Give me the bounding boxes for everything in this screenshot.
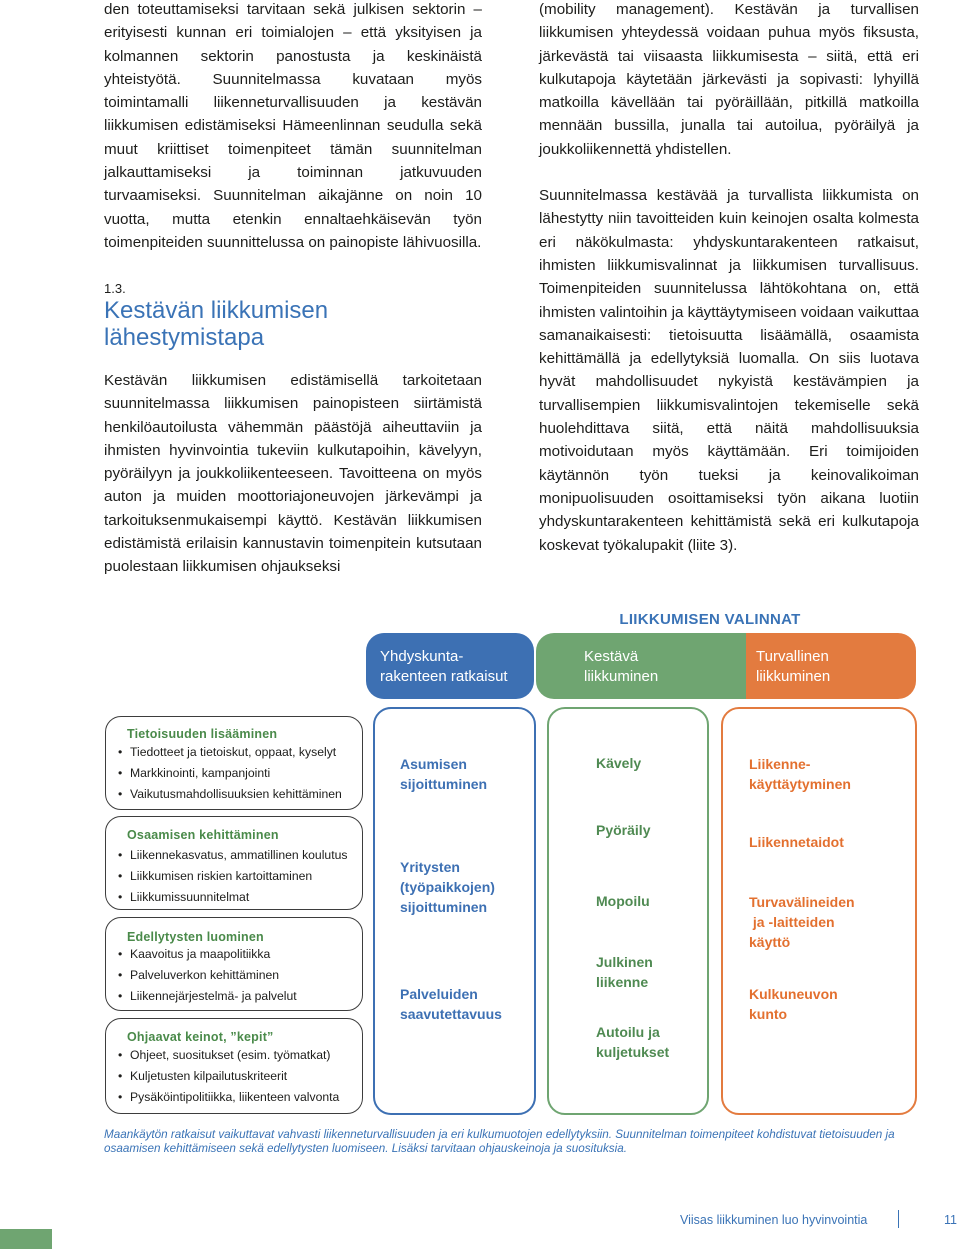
box-competence	[105, 816, 363, 910]
item-line: sijoittuminen	[400, 899, 488, 915]
list-item: • Liikkumissuunnitelmat	[118, 887, 347, 908]
box-title: Ohjaavat keinot, ”kepit”	[127, 1030, 274, 1044]
list-item: • Liikennekasvatus, ammatillinen koulutus	[118, 845, 347, 866]
header-urban-line-2: rakenteen ratkaisut	[380, 668, 508, 685]
right-paragraph-1: (mobility management). Kestävän ja turvallisen liikkumisen yhteydessä voidaan puhua myös fiksusta, järkevästä tai viisaasta liikkumisesta – siitä, että eri kulkutapoja käytetään järkevästi ja sopivasti: lyhyillä matkoilla kävellään tai pyöräillään, pitkillä matkoilla mennään bussilla, junalla tai autoilua, pyöräilyä ja joukkoliikennettä yhdistellen.	[539, 1, 919, 158]
footer-divider	[898, 1210, 899, 1228]
item-behaviour	[749, 754, 851, 794]
item-line: Yritysten	[400, 859, 460, 875]
item-line: (työpaikkojen)	[400, 879, 495, 895]
box-title: Osaamisen kehittäminen	[127, 828, 279, 842]
item-line: Pyöräily	[596, 822, 651, 838]
item-public-transport	[596, 952, 653, 992]
box-list	[118, 742, 342, 805]
section-number: 1.3.	[104, 281, 126, 296]
figure-caption: Maankäytön ratkaisut vaikuttavat vahvasti liikenneturvallisuuden ja eri kulkumuotojen edellytyksiin. Suunnitelman toimenpiteet kohdistuvat tietoisuuden ja osaamisen kehittämiseen sekä edellytysten luomiseen. Lisäksi tarvitaan ohjauskeinoja ja suosituksia.	[104, 1128, 895, 1155]
item-line: Liikennetaidot	[749, 834, 844, 850]
header-safe-line-1: Turvallinen	[756, 648, 829, 665]
list-item: • Markkinointi, kampanjointi	[118, 763, 342, 784]
box-awareness	[105, 716, 363, 810]
left-column	[104, 0, 482, 254]
item-moped	[596, 891, 650, 911]
right-paragraph-2: Suunnitelmassa kestävää ja turvallista liikkumista on lähestytty niin tavoitteiden kuin keinojen osalta kolmesta eri näkökulmasta: yhdyskuntarakenteen ratkaisut, ihmisten liikkumisvalinnat ja liikkumisen turvallisuus. Toimenpiteiden suunnitelussa lähtökohtana on, että ihmisten valintoihin ja käyttäytymiseen voidaan vaikuttaa samanaikaisesti: tietoisuutta lisäämällä, osaamista kehittämällä ja edellytyksiä luomalla. On siis luotava hyvät mahdollisuudet nykyistä kestävämpien ja turvallisempien liikkumisvalintojen tekemiselle sekä huolehdittava siitä, että näitä mahdollisuuksia motivoidutaan myös käyttämään. Eri toimijoiden käytännön työn tueksi ja keinovalikoiman monipuolisuuden osoittamiseksi työn aikana luotiin yhdyskuntarakenteen kehittämistä sekä eri kulkutapoja koskevat työkalupakit (liite 3).	[539, 187, 919, 554]
section-title: Kestävän liikkumisen lähestymistapa	[104, 297, 329, 351]
box-prerequisites	[105, 917, 363, 1011]
header-sustainable-line-2: liikkuminen	[584, 668, 659, 685]
list-item: • Tiedotteet ja tietoiskut, oppaat, kyselyt	[118, 742, 342, 763]
item-companies	[400, 857, 495, 917]
header-safe-line-2: liikkuminen	[756, 668, 831, 685]
box-steering	[105, 1018, 363, 1114]
item-housing	[400, 754, 487, 794]
item-line: Julkinen	[596, 954, 653, 970]
item-line: Palveluiden	[400, 986, 478, 1002]
item-line: käyttäytyminen	[749, 776, 851, 792]
item-line: liikenne	[596, 974, 649, 990]
item-skills	[749, 832, 844, 852]
item-walking	[596, 753, 641, 773]
item-line: kunto	[749, 1006, 788, 1022]
list-item: • Ohjeet, suositukset (esim. työmatkat)	[118, 1045, 339, 1066]
item-line: Turvavälineiden	[749, 894, 855, 910]
item-line: Kävely	[596, 755, 642, 771]
box-title: Tietoisuuden lisääminen	[127, 727, 278, 741]
right-column	[539, 0, 919, 557]
item-line: sijoittuminen	[400, 776, 488, 792]
footer-title: Viisas liikkuminen luo hyvinvointia	[680, 1213, 868, 1227]
item-line: ja -laitteiden	[749, 914, 835, 930]
page-number: 11	[944, 1213, 957, 1227]
item-line: Asumisen	[400, 756, 467, 772]
item-line: Autoilu ja	[596, 1024, 660, 1040]
list-item: • Vaikutusmahdollisuuksien kehittäminen	[118, 784, 342, 805]
section-body: Kestävän liikkumisen edistämisellä tarkoitetaan suunnitelmassa liikkumisen painopisteen siirtämistä henkilöautoilusta vähemmän päästöjä aiheuttaviin ja ihmisten hyvinvointia tukeviin kulkutapoihin, kävelyyn, pyöräilyyn ja joukkoliikenteeseen. Tavoitteena on myös auton ja muiden moottoriajoneuvojen järkevämpi ja tarkoituksenmukaisempi käyttö. Kestävän liikkumisen edistämistä erilaisin kannustavin toimenpitein kutsutaan puolestaan liikkumisen ohjaukseksi	[104, 372, 482, 576]
header-sustainable-line-1: Kestävä	[584, 648, 639, 665]
header-safe-mobility	[738, 633, 916, 699]
item-line: käyttö	[749, 934, 791, 950]
list-item: • Pysäköintipolitiikka, liikenteen valvonta	[118, 1087, 339, 1108]
box-list	[118, 1045, 339, 1108]
item-line: Kulkuneuvon	[749, 986, 838, 1002]
item-cycling	[596, 820, 650, 840]
green-corner-bar	[0, 1229, 52, 1249]
box-list	[118, 845, 347, 908]
item-line: Mopoilu	[596, 893, 650, 909]
item-services	[400, 984, 502, 1024]
item-vehicle-condition	[749, 984, 838, 1024]
header-urban-structure	[366, 633, 534, 699]
list-item: • Liikennejärjestelmä- ja palvelut	[118, 986, 297, 1007]
item-driving	[596, 1022, 669, 1062]
item-line: kuljetukset	[596, 1044, 670, 1060]
list-item: • Liikkumisen riskien kartoittaminen	[118, 866, 347, 887]
list-item: • Palveluverkon kehittäminen	[118, 965, 297, 986]
left-paragraph: den toteuttamiseksi tarvitaan sekä julkisen sektorin – erityisesti kunnan eri toimialojen – että yksityisen ja kolmannen sektorin panostusta ja keskinäistä yhteistyötä. Suunnitelmassa kuvataan myös toimintamalli liikenneturvallisuuden ja kestävän liikkumisen edistämiseksi Hämeenlinnan seudulla sekä muut kriittiset toimenpiteet tämän suunnitelman jalkauttamiseksi ja toiminnan jatkuvuuden turvaamiseksi. Suunnitelman aikajänne on noin 10 vuotta, mutta etenkin ennaltaehkäisevän työn toimenpiteiden suunnittelussa on painopiste lähivuosilla.	[104, 1, 482, 251]
item-safety-equipment	[749, 892, 855, 952]
box-title: Edellytysten luominen	[127, 930, 264, 944]
item-line: Liikenne-	[749, 756, 811, 772]
list-item: • Kaavoitus ja maapolitiikka	[118, 944, 297, 965]
header-sustainable-mobility	[536, 633, 746, 699]
choices-title: LIIKKUMISEN VALINNAT	[619, 611, 801, 628]
header-urban-line-1: Yhdyskunta-	[380, 648, 464, 665]
box-list	[118, 944, 297, 1007]
item-line: saavutettavuus	[400, 1006, 502, 1022]
list-item: • Kuljetusten kilpailutuskriteerit	[118, 1066, 339, 1087]
